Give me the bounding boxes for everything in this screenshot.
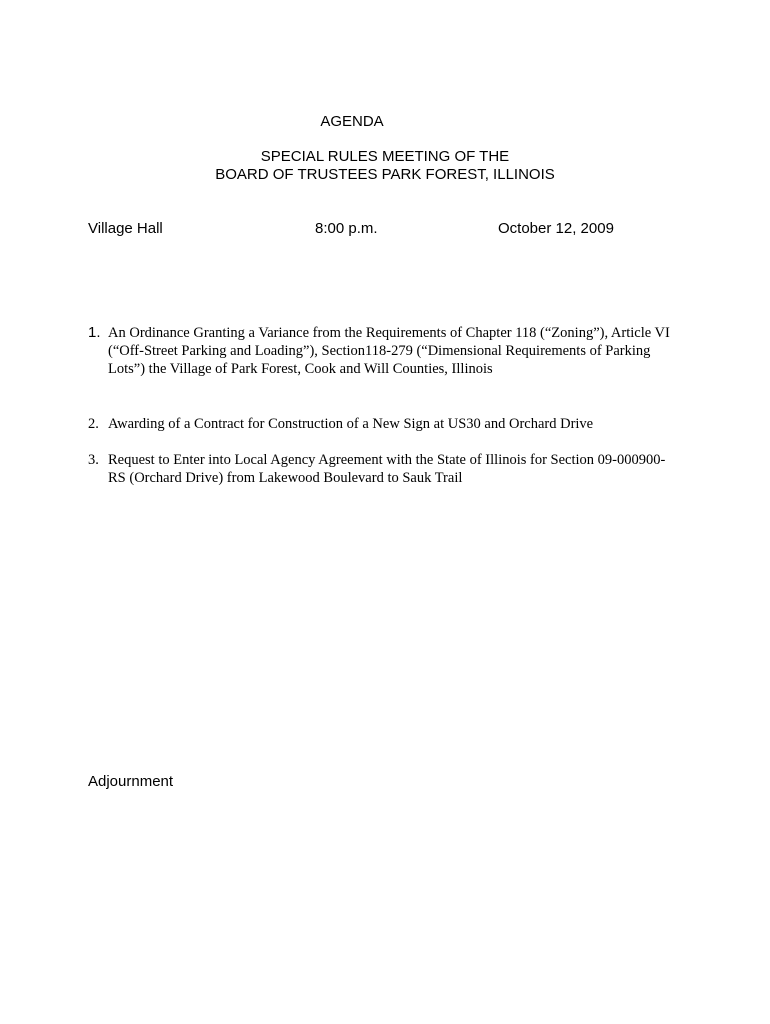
- agenda-item-number: 3.: [88, 452, 99, 468]
- meeting-time: 8:00 p.m.: [315, 220, 378, 237]
- agenda-title: AGENDA: [320, 113, 384, 130]
- agenda-item-number: 2.: [88, 416, 99, 432]
- meeting-date: October 12, 2009: [498, 220, 614, 237]
- agenda-item-text: Awarding of a Contract for Construction of a New Sign at US30 and Orchard Drive: [108, 416, 594, 432]
- meeting-title-line-2: BOARD OF TRUSTEES PARK FOREST, ILLINOIS: [215, 166, 555, 183]
- adjournment: Adjournment: [88, 773, 174, 790]
- meeting-title-line-1: SPECIAL RULES MEETING OF THE: [260, 148, 510, 165]
- agenda-item-3: [88, 451, 678, 487]
- agenda-item-1: [88, 324, 678, 378]
- agenda-item-number: 1.: [88, 324, 101, 341]
- meeting-location: Village Hall: [88, 220, 163, 237]
- agenda-item-text: An Ordinance Granting a Variance from the Requirements of Chapter 118 (“Zoning”), Article VI (“Off-Street Parking and Loading”), Section118-279 (“Dimensional Requirements of Parking Lots”) the Village of Park Forest, Cook and Will Counties, Illinois: [108, 325, 670, 377]
- agenda-item-text: Request to Enter into Local Agency Agreement with the State of Illinois for Section 09-000900-RS (Orchard Drive) from Lakewood Boulevard to Sauk Trail: [108, 452, 666, 486]
- agenda-item-2: [88, 415, 678, 433]
